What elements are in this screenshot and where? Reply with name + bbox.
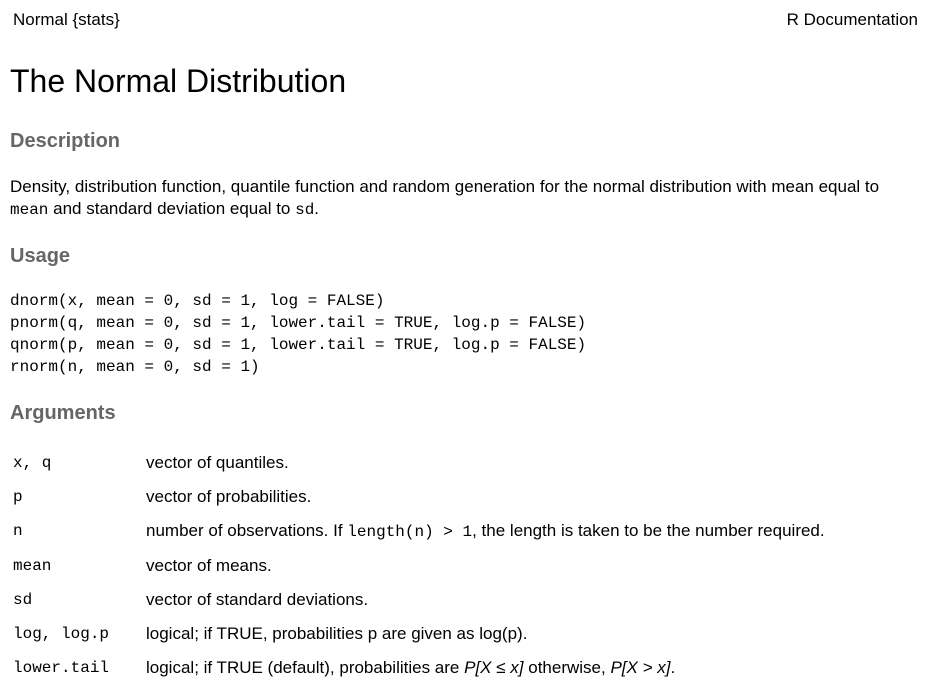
argument-row-p [13, 485, 918, 509]
argument-row-mean [13, 554, 918, 578]
argument-description-part: , the length is taken to be the number required. [472, 521, 825, 540]
argument-description-code: length(n) > 1 [347, 523, 473, 541]
description-text [10, 176, 915, 221]
argument-row-log [13, 622, 918, 646]
usage-line-dnorm: dnorm(x, mean = 0, sd = 1, log = FALSE) [10, 292, 385, 310]
argument-name: x, q [13, 454, 52, 472]
argument-description-emphasis: P[X > x] [610, 658, 671, 677]
argument-name: lower.tail [13, 659, 110, 677]
package-label: Normal {stats} [13, 10, 120, 29]
arguments-heading: Arguments [10, 402, 116, 424]
description-text-part: Density, distribution function, quantile function and random generation for the normal distribution with mean equal to [10, 177, 880, 196]
argument-name: log, log.p [13, 625, 110, 643]
description-code-sd: sd [295, 201, 315, 219]
page-title: The Normal Distribution [10, 63, 347, 99]
doc-header [13, 10, 918, 32]
argument-name: n [13, 522, 23, 540]
argument-description: logical; if TRUE, probabilities p are given as log(p). [146, 624, 528, 643]
argument-description-part: number of observations. If [146, 521, 348, 540]
argument-name: mean [13, 557, 52, 575]
argument-description: vector of means. [146, 556, 272, 575]
argument-description: vector of probabilities. [146, 487, 312, 506]
argument-name: sd [13, 591, 33, 609]
argument-row-n [13, 519, 918, 543]
argument-name: p [13, 488, 23, 506]
usage-line-rnorm: rnorm(n, mean = 0, sd = 1) [10, 358, 260, 376]
argument-description-part: . [670, 658, 676, 677]
usage-line-pnorm: pnorm(q, mean = 0, sd = 1, lower.tail = TRUE, log.p = FALSE) [10, 314, 587, 332]
argument-description-emphasis: P[X ≤ x] [464, 658, 524, 677]
usage-code-block [10, 290, 586, 378]
argument-row-lower-tail [13, 656, 918, 680]
description-text-part: . [314, 199, 320, 218]
description-code-mean: mean [10, 201, 49, 219]
argument-description [146, 656, 675, 680]
argument-description-part: otherwise, [523, 658, 611, 677]
argument-description [146, 519, 825, 544]
usage-line-qnorm: qnorm(p, mean = 0, sd = 1, lower.tail = TRUE, log.p = FALSE) [10, 336, 587, 354]
argument-description-part: logical; if TRUE (default), probabilities are [146, 658, 465, 677]
documentation-label: R Documentation [786, 10, 918, 29]
description-text-part: and standard deviation equal to [48, 199, 296, 218]
description-heading: Description [10, 130, 121, 152]
argument-row-sd [13, 588, 918, 612]
usage-heading: Usage [10, 245, 71, 267]
argument-description: vector of quantiles. [146, 453, 289, 472]
argument-row-x-q [13, 451, 918, 475]
argument-description: vector of standard deviations. [146, 590, 369, 609]
